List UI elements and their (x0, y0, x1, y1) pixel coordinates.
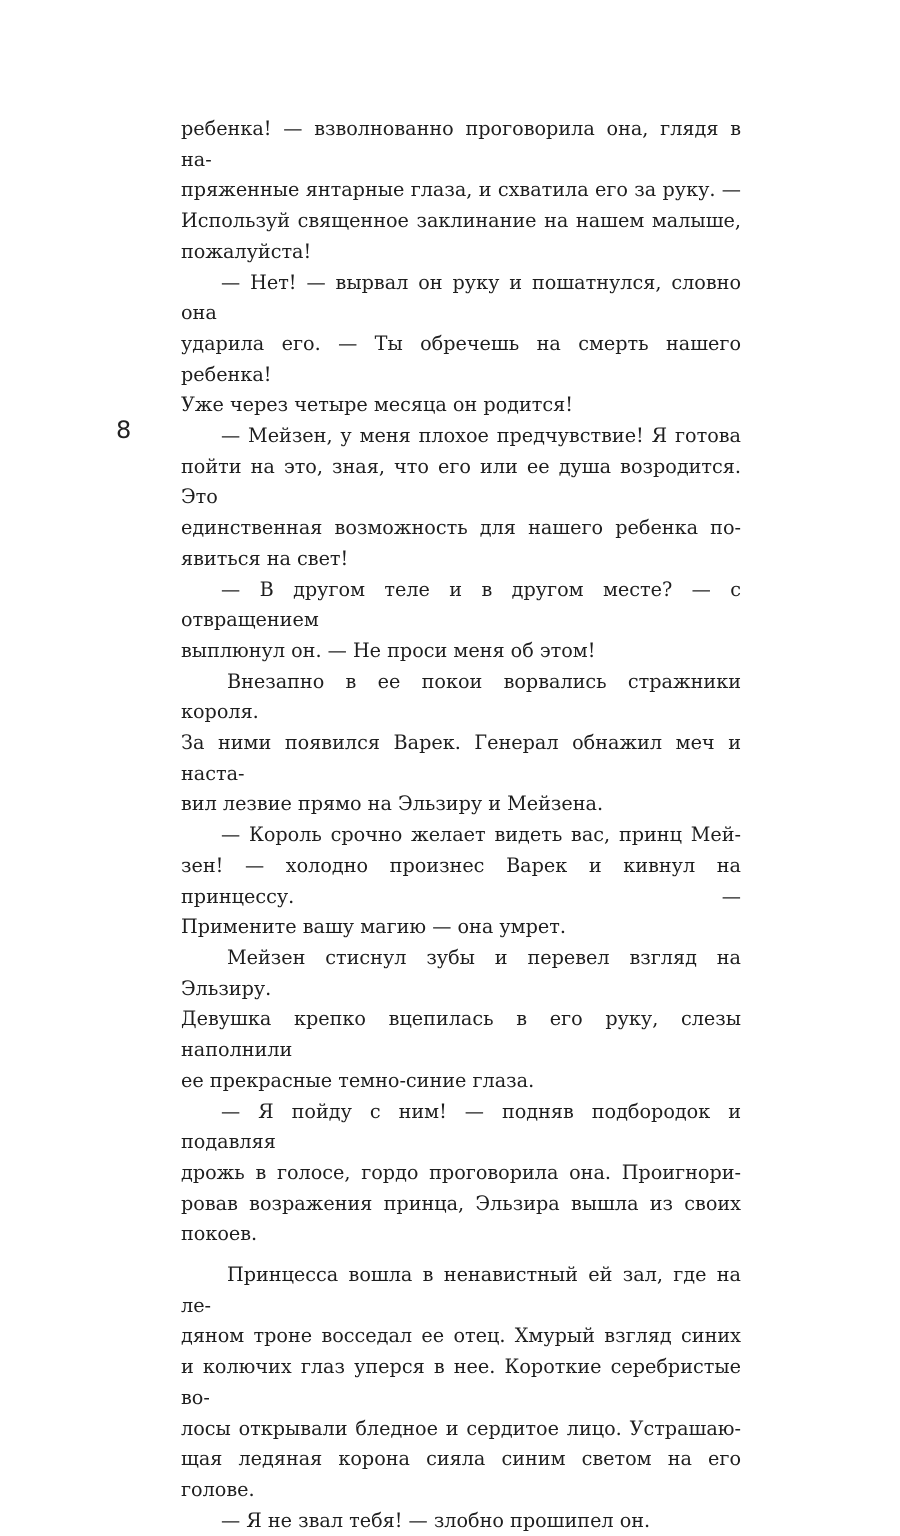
text-line: Внезапно в ее покои ворвались стражники короля. (181, 669, 741, 724)
text-line: ее прекрасные темно-синие глаза. (181, 1068, 535, 1092)
text-line: покоев. (181, 1222, 258, 1246)
text-line: пряженные янтарные глаза, и схватила его за руку. — (181, 178, 741, 202)
text-line: — Я пойду с ним! — подняв подбородок и подавляя (181, 1099, 741, 1154)
text-line: ровав возражения принца, Эльзира вышла из своих (181, 1191, 741, 1215)
text-line: единственная возможность для нашего ребенка по- (181, 516, 741, 540)
text-line: дрожь в голосе, гордо проговорила она. Проигнори- (181, 1160, 741, 1184)
text-line: — Я не звал тебя! — злобно прошипел он. (221, 1508, 651, 1532)
paragraph (181, 268, 741, 422)
paragraph (181, 820, 741, 943)
text-line: — Король срочно желает видеть вас, принц Мей- (221, 823, 741, 847)
text-line: лосы открывали бледное и сердитое лицо. Устрашаю- (181, 1416, 741, 1440)
text-line: Принцесса вошла в ненавистный ей зал, где на ле- (181, 1263, 741, 1317)
text-line: — Мейзен, у меня плохое предчувствие! Я готова (221, 424, 741, 448)
paragraph (181, 1097, 741, 1251)
paragraph (181, 667, 741, 821)
text-line: явиться на свет! (181, 546, 349, 570)
text-line: Примените вашу магию — она умрет. (181, 915, 566, 939)
text-line: зен! — холодно произнес Варек и кивнул на принцессу. — (181, 853, 741, 908)
paragraph (181, 1260, 741, 1506)
paragraph (181, 421, 741, 575)
text-line: Мейзен стиснул зубы и перевел взгляд на Эльзиру. (181, 945, 741, 1000)
text-line: и колючих глаз уперся в нее. Короткие серебристые во- (181, 1355, 741, 1409)
text-line: пожалуйста! (181, 239, 312, 263)
text-line: щая ледяная корона сияла синим светом на его голове. (181, 1447, 741, 1501)
text-line: ударила его. — Ты обречешь на смерть нашего ребенка! (181, 331, 741, 386)
text-line: пойти на это, зная, что его или ее душа возродится. Это (181, 454, 741, 509)
text-line: — Нет! — вырвал он руку и пошатнулся, словно она (181, 270, 741, 325)
text-line: Используй священное заклинание на нашем малыше, (181, 209, 741, 233)
text-line: За ними появился Варек. Генерал обнажил меч и наста- (181, 731, 741, 785)
text-line: Уже через четыре месяца он родится! (181, 393, 573, 417)
paragraph (181, 114, 741, 268)
text-line: — В другом теле и в другом месте? — с отвращением (181, 577, 741, 632)
text-line: дяном троне восседал ее отец. Хмурый взгляд синих (181, 1324, 741, 1348)
body-text (181, 114, 741, 1536)
text-line: ребенка! — взволнованно проговорила она, глядя в на- (181, 117, 741, 171)
text-line: выплюнул он. — Не проси меня об этом! (181, 638, 596, 662)
paragraph (181, 1506, 741, 1536)
paragraph (181, 943, 741, 1097)
page-number: 8 (116, 416, 132, 444)
text-line: Девушка крепко вцепилась в его руку, слезы наполнили (181, 1007, 741, 1062)
text-line: вил лезвие прямо на Эльзиру и Мейзена. (181, 792, 604, 816)
paragraph (181, 575, 741, 667)
